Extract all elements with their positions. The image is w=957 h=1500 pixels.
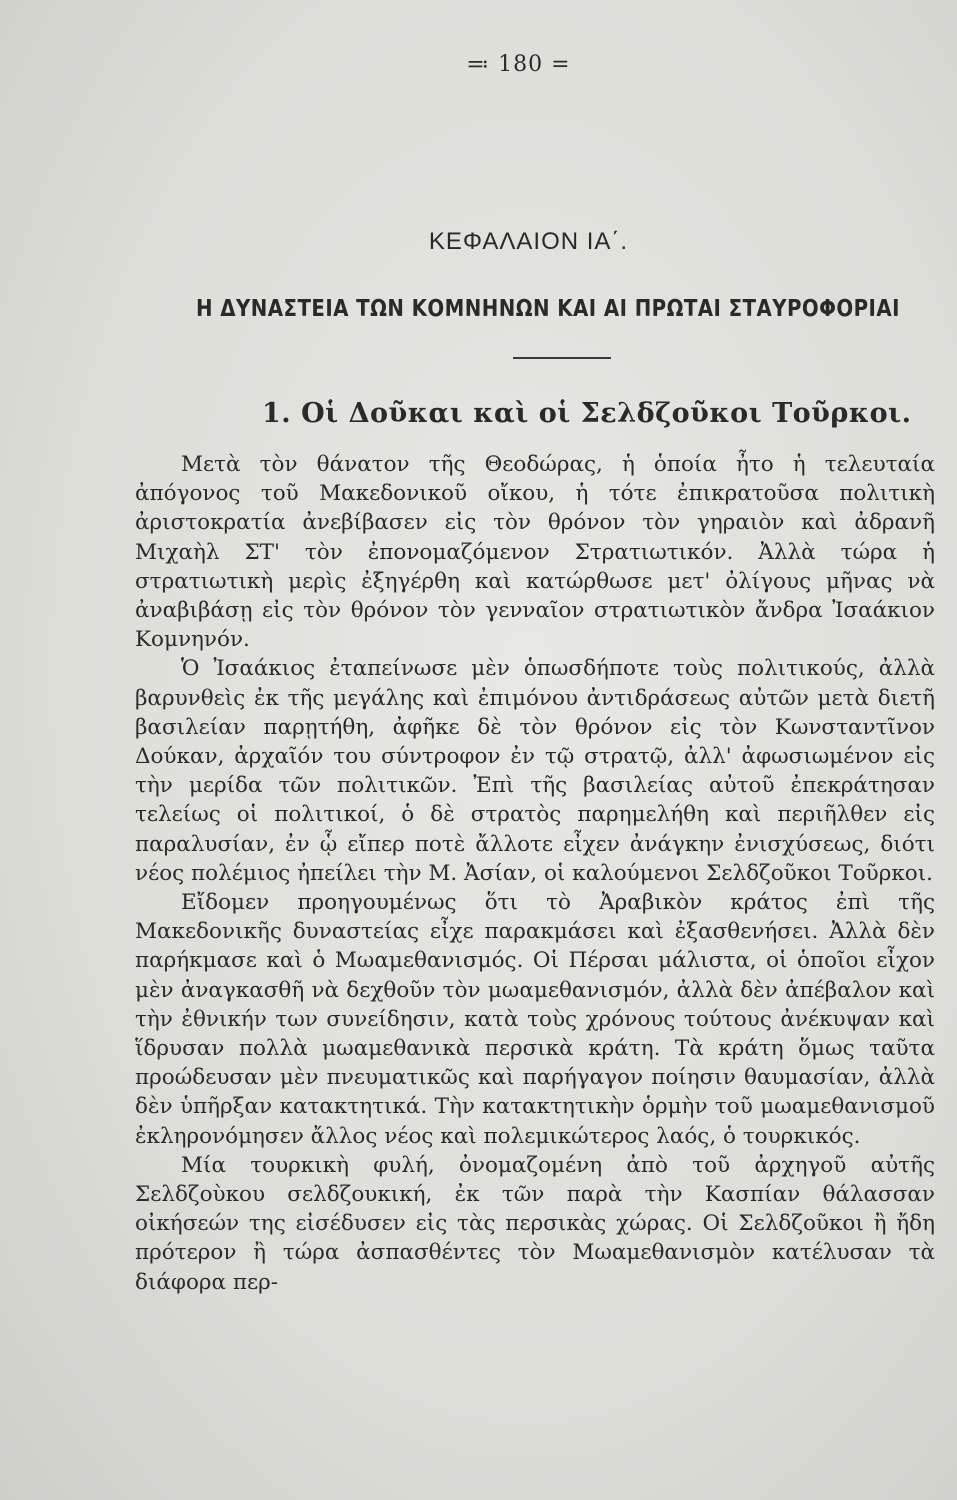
paragraph: Μία τουρκικὴ φυλή, ὀνομαζομένη ἀπὸ τοῦ ἀρχηγοῦ αὐτῆς Σελδζοὺκου σελδζουκική, ἐκ τῶν παρὰ τὴν Κασπίαν θάλασσαν οἰκήσεών της εἰσέδυσεν εἰς τὰς περσικὰς χώρας. Οἱ Σελδζοῦκοι ἢ ἤδη πρότερον ἢ τώρα ἀσπασθέντες τὸν Μωαμεθανισμὸν κατέλυσαν τὰ διάφορα περ- (135, 1152, 935, 1295)
paragraph: Μετὰ τὸν θάνατον τῆς Θεοδώρας, ἡ ὁποία ἦτο ἡ τελευταία ἀπόγονος τοῦ Μακεδονικοῦ οἴκου, ἡ τότε ἐπικρατοῦσα πολιτικὴ ἀριστοκρατία ἀνεβίβασεν εἰς τὸν θρόνον τὸν γηραιὸν καὶ ἀδρανῆ Μιχαὴλ ΣΤ' τὸν ἐπονομαζόμενον Στρατιωτικόν. Ἀλλὰ τώρα ἡ στρατιωτικὴ μερὶς ἐξηγέρθη καὶ κατώρθωσε μετ' ὀλίγους μῆνας νὰ ἀναβιβάσῃ εἰς τὸν θρόνον τὸν γενναῖον στρατιωτικὸν ἄνδρα Ἰσαάκιον Κομνηνόν. (135, 452, 935, 653)
page-number: ≕ 180 = (466, 52, 571, 77)
chapter-title: Η ΔΥΝΑΣΤΕΙΑ ΤΩΝ ΚΟΜΝΗΝΩΝ ΚΑΙ ΑΙ ΠΡΩΤΑΙ ΣΤΑΥΡΟΦΟΡΙΑΙ (196, 296, 900, 322)
body-text (135, 450, 935, 1297)
section-heading: 1. Οἱ Δοῦκαι καὶ οἱ Σελδζοῦκοι Τοῦρκοι. (262, 398, 912, 429)
paragraph: Ὁ Ἰσαάκιος ἐταπείνωσε μὲν ὁπωσδήποτε τοὺς πολιτικούς, ἀλλὰ βαρυνθεὶς ἐκ τῆς μεγάλης καὶ ἐπιμόνου ἀντιδράσεως αὐτῶν μετὰ διετῆ βασιλείαν παρῃτήθη, ἀφῆκε δὲ τὸν θρόνον εἰς τὸν Κωνσταντῖνον Δούκαν, ἀρχαῖόν του σύντροφον ἐν τῷ στρατῷ, ἀλλ' ἀφωσιωμένον εἰς τὴν μερίδα τῶν πολιτικῶν. Ἐπὶ τῆς βασιλείας αὐτοῦ ἐπεκράτησαν τελείως οἱ πολιτικοί, ὁ δὲ στρατὸς παρημελήθη καὶ περιῆλθεν εἰς παραλυσίαν, ἐν ᾧ εἴπερ ποτὲ ἄλλοτε εἶχεν ἀνάγκην ἐνισχύσεως, διότι νέος πολέμιος ἠπείλει τὴν Μ. Ἀσίαν, οἱ καλούμενοι Σελδζοῦκοι Τοῦρκοι. (135, 656, 935, 886)
chapter-label: ΚΕΦΑΛΑΙΟΝ ΙΑ΄. (428, 228, 629, 255)
paragraph: Εἴδομεν προηγουμένως ὅτι τὸ Ἀραβικὸν κράτος ἐπὶ τῆς Μακεδονικῆς δυναστείας εἶχε παρακμάσει καὶ ἐξασθενήσει. Ἀλλὰ δὲν παρήκμασε καὶ ὁ Μωαμεθανισμός. Οἱ Πέρσαι μάλιστα, οἱ ὁποῖοι εἶχον μὲν ἀναγκασθῆ νὰ δεχθοῦν τὸν μωαμεθανισμόν, ἀλλὰ δὲν ἀπέβαλον καὶ τὴν ἐθνικήν των συνείδησιν, κατὰ τοὺς χρόνους τούτους ἀνέκυψαν καὶ ἵδρυσαν πολλὰ μωαμεθανικὰ περσικὰ κράτη. Τὰ κράτη ὅμως ταῦτα προώδευσαν μὲν πνευματικῶς καὶ παρήγαγον ποίησιν θαυμασίαν, ἀλλὰ δὲν ὑπῆρξαν κατακτητικά. Τὴν κατακτητικὴν ὁρμὴν τοῦ μωαμεθανισμοῦ ἐκληρονόμησεν ἄλλος νέος καὶ πολεμικώτερος λαός, ὁ τουρκικός. (135, 890, 935, 1149)
title-divider (513, 357, 611, 359)
